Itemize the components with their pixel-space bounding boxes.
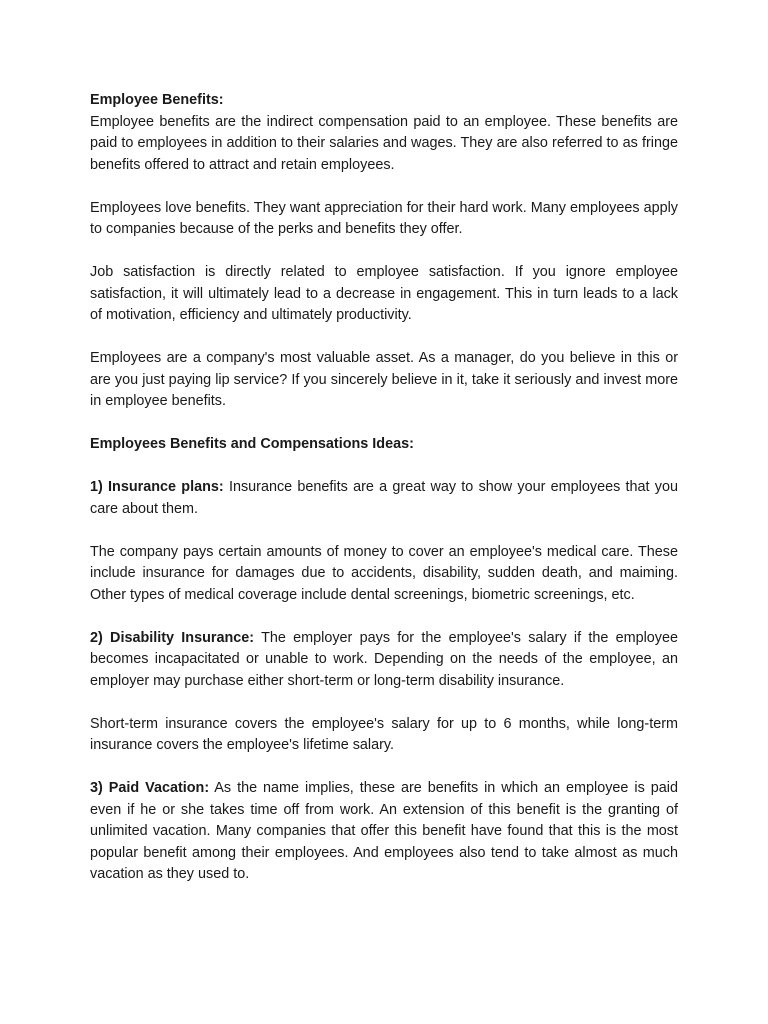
- intro-paragraph-4: Employees are a company's most valuable asset. As a manager, do you believe in this or are you just paying lip service? If you sincerely believe in it, take it seriously and invest more in employee benefits.: [90, 350, 678, 409]
- idea-paid-vacation: [90, 778, 678, 886]
- idea-label: 3) Paid Vacation:: [90, 780, 210, 796]
- ideas-heading: Employees Benefits and Compensations Ideas:: [90, 436, 414, 452]
- idea-text: As the name implies, these are benefits in which an employee is paid even if he or she takes time off from work. An extension of this benefit is the granting of unlimited vacation. Many companies that offer this benefit have found that this is the most popular benefit among their employees. And employees also tend to take almost as much vacation as they used to.: [90, 780, 678, 882]
- idea-insurance-plans-followup: The company pays certain amounts of money to cover an employee's medical care. These include insurance for damages due to accidents, disability, sudden death, and maiming. Other types of medical coverage include dental screenings, biometric screenings, etc.: [90, 543, 678, 603]
- idea-disability-insurance-followup: Short-term insurance covers the employee's salary for up to 6 months, while long-term insurance covers the employee's lifetime salary.: [90, 715, 678, 753]
- intro-paragraph-3: Job satisfaction is directly related to employee satisfaction. If you ignore employee satisfaction, it will ultimately lead to a decrease in engagement. This in turn leads to a lack of motivation, efficiency and ultimately productivity.: [90, 264, 678, 323]
- intro-paragraph-2: Employees love benefits. They want appreciation for their hard work. Many employees apply to companies because of the perks and benefits they offer.: [90, 199, 678, 237]
- document-page: [90, 90, 678, 907]
- idea-label: 1) Insurance plans:: [90, 479, 224, 495]
- idea-insurance-plans: [90, 477, 678, 520]
- intro-paragraph-1: Employee benefits are the indirect compensation paid to an employee. These benefits are paid to employees in addition to their salaries and wages. They are also referred to as fringe benefits offered to attract and retain employees.: [90, 113, 678, 173]
- idea-text: The employer pays for the employee's salary if the employee becomes incapacitated or unable to work. Depending on the needs of the employee, an employer may purchase either short-term or long-term disability insurance.: [90, 629, 679, 689]
- idea-text: Insurance benefits are a great way to show your employees that you care about them.: [90, 479, 678, 517]
- idea-disability-insurance: [90, 628, 678, 693]
- document-title: Employee Benefits:: [90, 92, 224, 108]
- idea-label: 2) Disability Insurance:: [90, 629, 255, 646]
